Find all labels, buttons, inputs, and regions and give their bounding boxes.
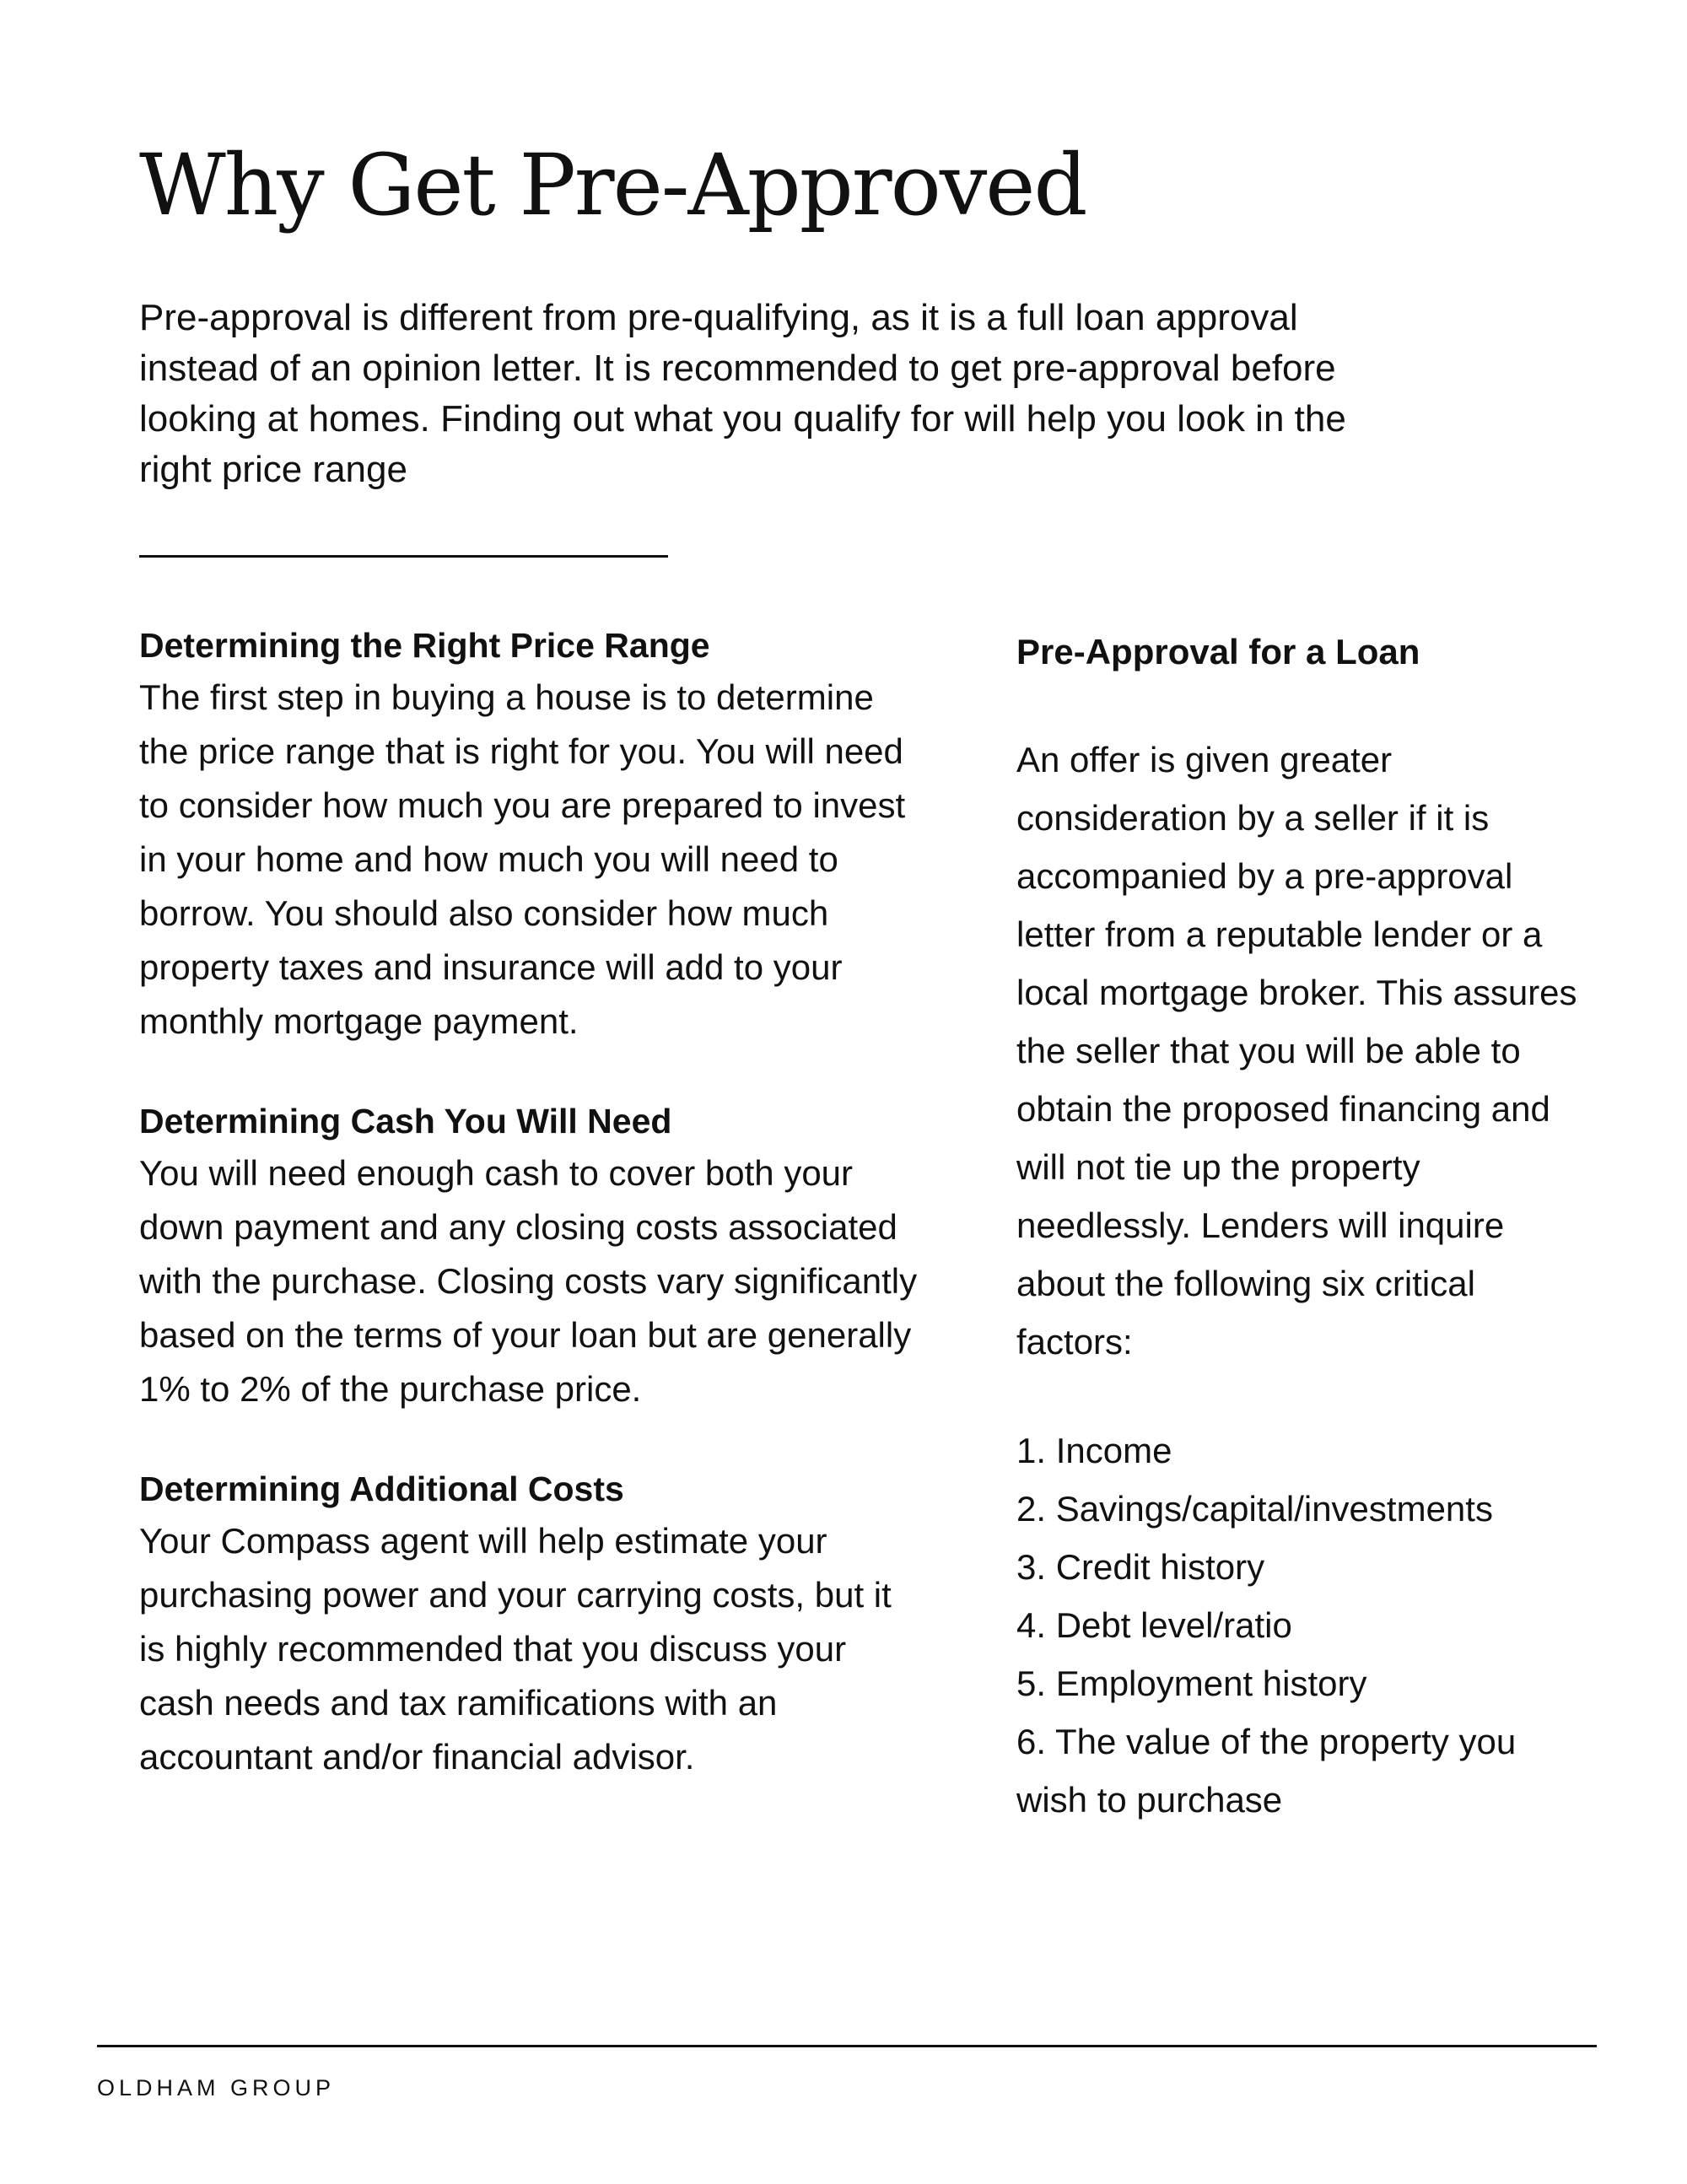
left-column (139, 620, 924, 1831)
title-divider (139, 555, 668, 558)
section-heading: Determining the Right Price Range (139, 626, 710, 665)
list-item: 6. The value of the property you wish to purchase (1016, 1722, 1517, 1820)
page-title: Why Get Pre-Approved (139, 136, 1086, 235)
list-item: 3. Credit history (1016, 1547, 1265, 1587)
section-body: The first step in buying a house is to determine the price range that is right for you. You will need to consider how much you are prepared to invest in your home and how much you will need to borrow. You should also consider how much property taxes and insurance will add to your monthly mortgage payment. (139, 677, 906, 1041)
section-heading: Determining Cash You Will Need (139, 1102, 672, 1141)
pre-approval-body: An offer is given greater consideration by a seller if it is accompanied by a pre-approval letter from a reputable lender or a local mortgage broker. This assures the seller that you will be able to obtain the proposed financing and will not tie up the property needlessly. Lenders will inquire about the following six critical factors: (1016, 740, 1577, 1362)
list-item: 4. Debt level/ratio (1016, 1605, 1292, 1645)
right-column (1016, 624, 1590, 1829)
critical-factors-list (1016, 1421, 1590, 1829)
section-additional-costs (139, 1464, 924, 1784)
footer-brand: OLDHAM GROUP (97, 2075, 336, 2100)
section-body: Your Compass agent will help estimate your purchasing power and your carrying costs, but it is highly recommended that you discuss your cash needs and tax ramifications with an accountant and/or financial advisor. (139, 1521, 892, 1777)
list-item: 5. Employment history (1016, 1664, 1367, 1703)
footer-divider (97, 2045, 1597, 2047)
section-heading: Determining Additional Costs (139, 1469, 624, 1508)
list-item: 1. Income (1016, 1431, 1172, 1470)
list-item: 2. Savings/capital/investments (1016, 1489, 1493, 1529)
section-price-range (139, 620, 924, 1049)
pre-approval-heading: Pre-Approval for a Loan (1016, 632, 1420, 671)
section-cash-needed (139, 1096, 924, 1416)
section-body: You will need enough cash to cover both your down payment and any closing costs associated with the purchase. Closing costs vary significantly based on the terms of your loan but are generally 1% to 2% of the purchase price. (139, 1153, 918, 1409)
intro-paragraph: Pre-approval is different from pre-qualifying, as it is a full loan approval instead of an opinion letter. It is recommended to get pre-approval before looking at homes. Finding out what you qualify for will help you look in the right price range (139, 297, 1346, 490)
